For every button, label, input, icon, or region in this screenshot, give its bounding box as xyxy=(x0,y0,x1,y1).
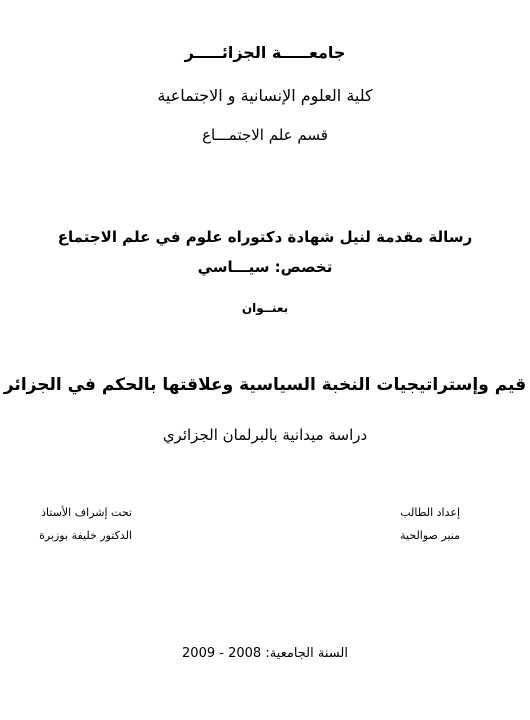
specialization: تخصص: سيـــاسي xyxy=(197,258,333,276)
supervisor-label: تحت إشراف الأستاذ xyxy=(41,506,132,519)
thesis-title: قيم وإستراتيجيات النخبة السياسية وعلاقتها بالحكم في الجزائر xyxy=(3,375,527,395)
student-label: إعداد الطالب xyxy=(400,506,460,519)
thesis-degree: رسالة مقدمة لنيل شهادة دكتوراه علوم في علم الاجتماع xyxy=(57,228,473,246)
thesis-subtitle: دراسة ميدانية بالبرلمان الجزائري xyxy=(162,426,368,444)
department-name: قسم علم الاجتمـــاع xyxy=(202,126,328,144)
supervisor-name: الدكتور خليفة بوزبرة xyxy=(39,529,132,542)
university-name: جامعـــــة الجزائـــــر xyxy=(184,43,346,62)
student-name: منير صوالحية xyxy=(400,529,460,542)
title-intro: بعنــوان xyxy=(241,301,289,315)
academic-year: السنة الجامعية: 2008 - 2009 xyxy=(182,646,348,661)
faculty-name: كلية العلوم الإنسانية و الاجتماعية xyxy=(157,86,373,105)
